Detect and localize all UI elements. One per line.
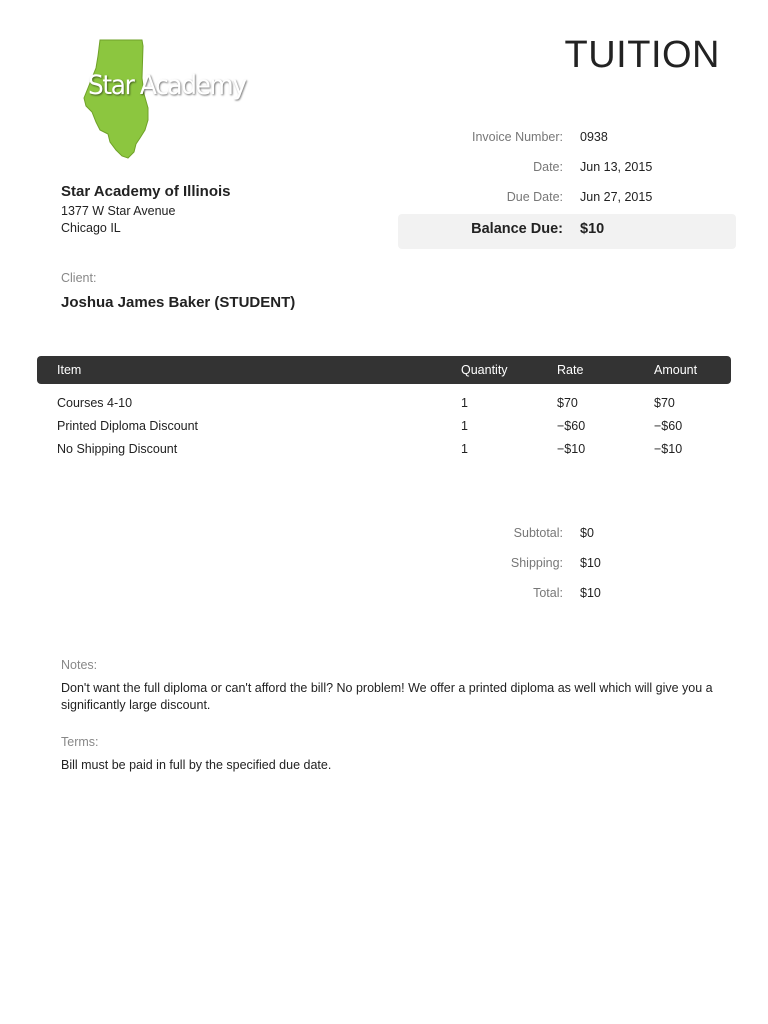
- invoice-number-label: Invoice Number:: [471, 130, 563, 144]
- subtotal-value: $0: [580, 526, 594, 540]
- row-quantity: 1: [461, 419, 468, 433]
- row-rate: −$60: [557, 419, 586, 433]
- notes-label: Notes:: [61, 658, 98, 672]
- notes-text: Don't want the full diploma or can't afford the bill? No problem! We offer a printed diploma as well which will give you a significantly large discount.: [61, 681, 713, 712]
- company-name: Star Academy of Illinois: [61, 183, 231, 200]
- row-quantity: 1: [461, 396, 468, 410]
- date-label: Date:: [533, 160, 563, 174]
- invoice-number: 0938: [580, 130, 608, 144]
- client-label: Client:: [61, 271, 97, 285]
- total-label: Total:: [533, 586, 563, 600]
- terms-text: Bill must be paid in full by the specified due date.: [61, 758, 332, 772]
- items-table-header: [37, 356, 731, 384]
- terms-label: Terms:: [61, 735, 99, 749]
- shipping-label: Shipping:: [510, 556, 563, 570]
- row-item: Printed Diploma Discount: [57, 419, 199, 433]
- row-item: No Shipping Discount: [57, 442, 178, 456]
- shipping-value: $10: [580, 556, 601, 570]
- column-header-item: Item: [57, 363, 82, 377]
- row-quantity: 1: [461, 442, 468, 456]
- client-name: Joshua James Baker (STUDENT): [61, 294, 296, 311]
- company-address-line1: 1377 W Star Avenue: [61, 204, 176, 218]
- due-date-label: Due Date:: [506, 190, 563, 204]
- invoice-date: Jun 13, 2015: [580, 160, 653, 174]
- total-value: $10: [580, 586, 601, 600]
- balance-due-label: Balance Due:: [471, 221, 563, 237]
- subtotal-label: Subtotal:: [513, 526, 563, 540]
- column-header-quantity: Quantity: [461, 363, 508, 377]
- company-address-line2: Chicago IL: [61, 221, 121, 235]
- balance-due-value: $10: [580, 221, 605, 237]
- logo-text: Star Academy: [88, 70, 246, 101]
- row-amount: −$10: [654, 442, 683, 456]
- column-header-rate: Rate: [557, 363, 584, 377]
- row-amount: $70: [654, 396, 675, 410]
- row-amount: −$60: [654, 419, 683, 433]
- row-rate: −$10: [557, 442, 586, 456]
- document-title: TUITION: [564, 34, 720, 76]
- row-rate: $70: [557, 396, 578, 410]
- column-header-amount: Amount: [654, 363, 698, 377]
- due-date: Jun 27, 2015: [580, 190, 653, 204]
- row-item: Courses 4-10: [57, 396, 133, 410]
